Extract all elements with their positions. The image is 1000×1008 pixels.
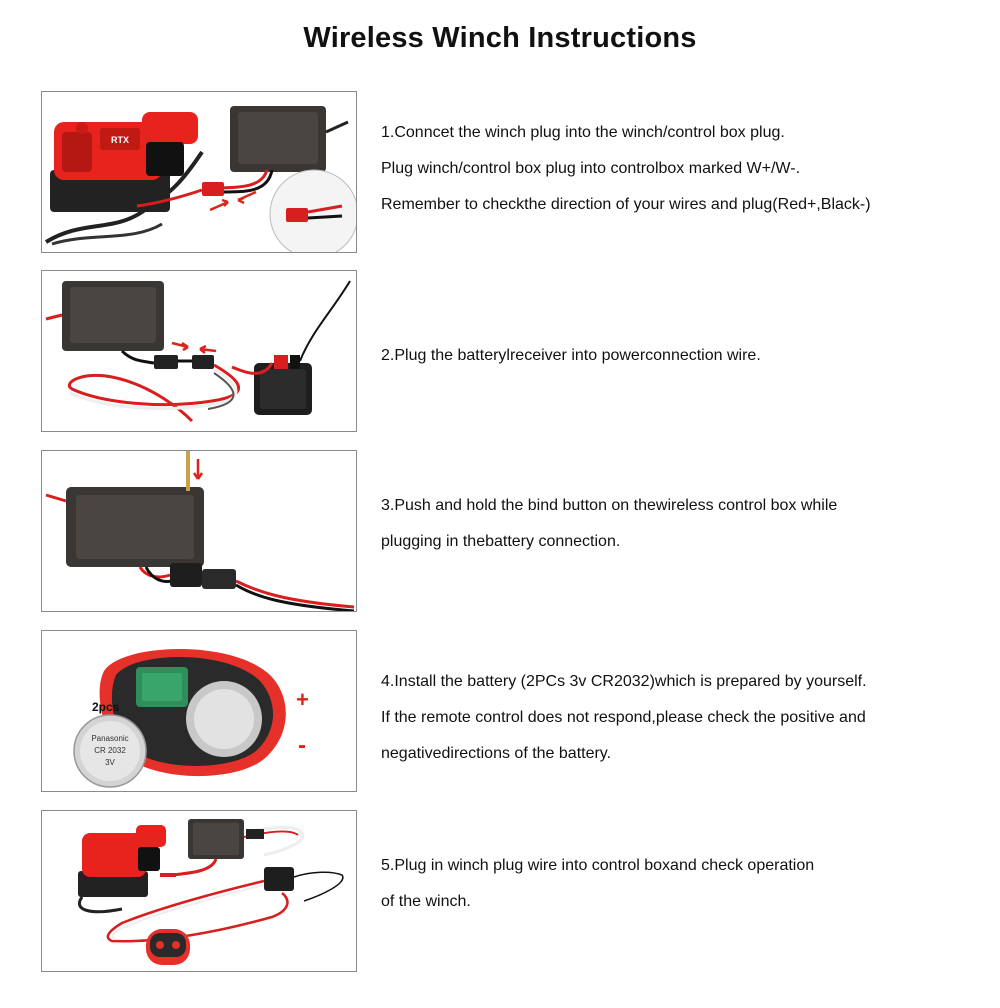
winch-image — [78, 825, 166, 897]
step-4-line-3: negativedirections of the battery. — [381, 745, 612, 762]
battery-voltage: 3V — [105, 758, 115, 767]
step-5-line-1: 5.Plug in winch plug wire into control boxand check operation — [381, 857, 815, 874]
battery-receiver-connection-illustration — [42, 271, 356, 431]
step-2-line-1: 2.Plug the batterylreceiver into powerconnection wire. — [381, 347, 761, 364]
battery-count-label: 2pcs — [92, 700, 120, 714]
step-5 — [41, 810, 961, 974]
plug-detail-zoom — [270, 170, 356, 252]
winch-and-control-box-illustration — [42, 92, 356, 252]
step-5-photo — [41, 810, 357, 972]
plus-sign: + — [296, 687, 309, 712]
step-2 — [41, 270, 961, 434]
step-3-photo — [41, 450, 357, 612]
step-3-line-2: plugging in thebattery connection. — [381, 533, 621, 550]
minus-sign: - — [298, 732, 306, 759]
full-assembly-illustration — [42, 811, 356, 971]
bind-pin — [186, 451, 190, 491]
step-1 — [41, 91, 961, 255]
step-4-line-1: 4.Install the battery (2PCs 3v CR2032)which is prepared by yourself. — [381, 673, 867, 690]
coin-cell-holder — [186, 681, 262, 757]
arrow-icon — [194, 459, 202, 479]
step-1-line-3: Remember to checkthe direction of your wires and plug(Red+,Black-) — [381, 196, 871, 213]
page-title: Wireless Winch Instructions — [303, 22, 697, 54]
step-3 — [41, 450, 961, 614]
winch-badge: RTX — [111, 135, 129, 145]
step-2-photo — [41, 270, 357, 432]
step-5-line-2: of the winch. — [381, 893, 471, 910]
control-box-image — [230, 106, 326, 172]
bind-button-illustration — [42, 451, 356, 611]
receiver-image — [254, 355, 312, 415]
control-box-image — [188, 819, 244, 859]
step-4 — [41, 630, 961, 794]
arrow-icon — [172, 343, 216, 353]
antenna-wire — [294, 872, 343, 901]
step-3-line-1: 3.Push and hold the bind button on thewireless control box while — [381, 497, 838, 514]
step-3-instructions — [381, 450, 971, 648]
control-box-image — [66, 487, 204, 567]
step-1-line-2: Plug winch/control box plug into controlbox marked W+/W-. — [381, 160, 801, 177]
battery-connector — [170, 563, 202, 587]
step-4-instructions — [381, 630, 971, 824]
step-5-instructions — [381, 810, 971, 1008]
step-1-photo — [41, 91, 357, 253]
battery-model: CR 2032 — [94, 746, 126, 755]
antenna-wire — [300, 281, 350, 361]
coin-battery-image — [74, 715, 146, 787]
step-4-photo — [41, 630, 357, 792]
control-box-image — [62, 281, 164, 351]
receiver-image — [264, 867, 294, 891]
step-1-instructions — [381, 91, 971, 275]
remote-control-image — [146, 929, 190, 965]
step-1-line-1: 1.Conncet the winch plug into the winch/control box plug. — [381, 124, 785, 141]
step-4-line-2: If the remote control does not respond,please check the positive and — [381, 709, 866, 726]
remote-battery-install-illustration — [42, 631, 356, 791]
battery-brand: Panasonic — [91, 734, 129, 743]
